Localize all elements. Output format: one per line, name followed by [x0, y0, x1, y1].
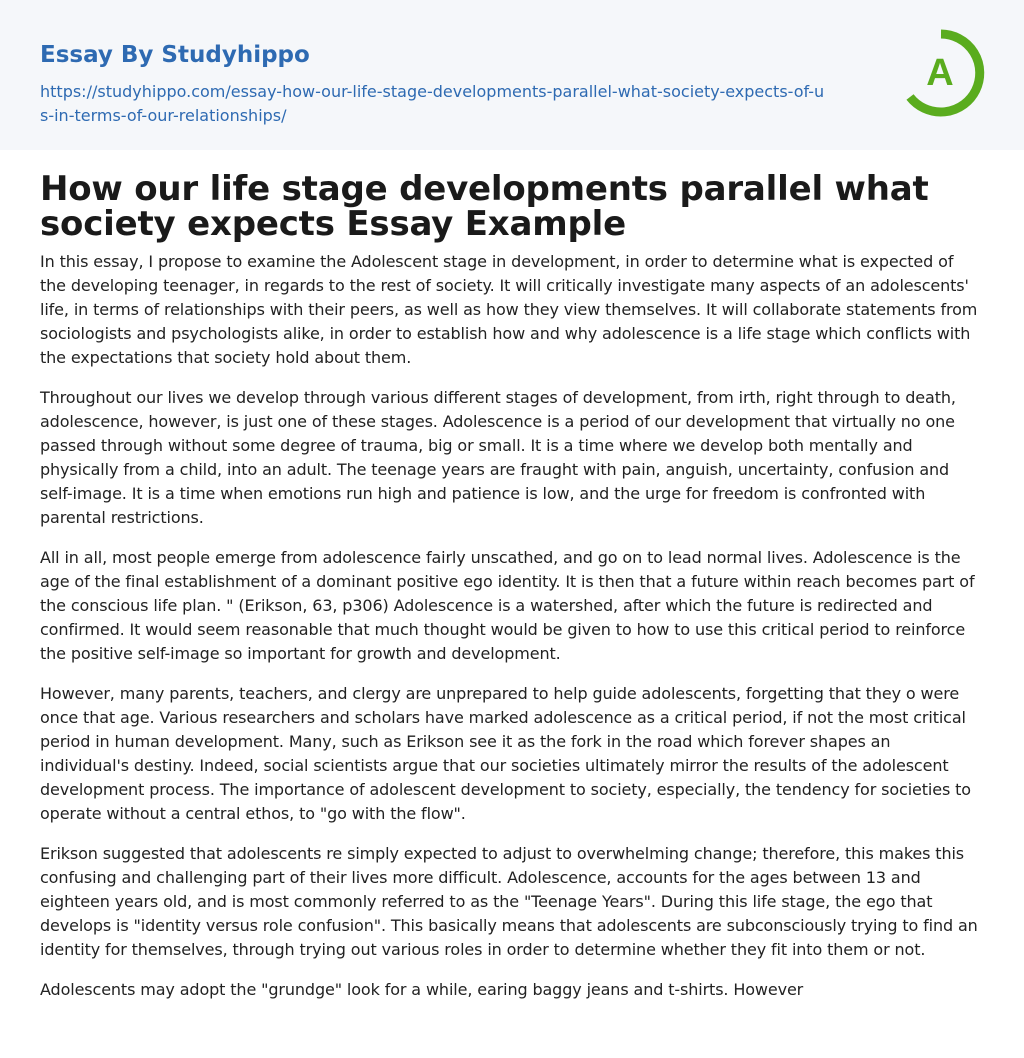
essay-paragraph: Adolescents may adopt the "grundge" look for a while, earing baggy jeans and t-shirts. However [40, 980, 804, 999]
source-url-link[interactable]: https://studyhippo.com/essay-how-our-life-stage-developments-parallel-what-society-expects-of-us-in-terms-of-our-relationships/ [40, 82, 825, 125]
article [0, 150, 1024, 1002]
studyhippo-logo-icon[interactable] [896, 28, 986, 118]
essay-title: How our life stage developments parallel what society expects Essay Example [40, 169, 929, 244]
essay-paragraph: In this essay, I propose to examine the Adolescent stage in development, in order to determine what is expected of the developing teenager, in regards to the rest of society. It will critically investigate many aspects of an adolescents' life, in terms of relationships with their peers, as well as how they view themselves. It will collaborate statements from sociologists and psychologists alike, in order to establish how and why adolescence is a life stage which conflicts with the expectations that society hold about them. [40, 252, 978, 367]
essay-paragraph: However, many parents, teachers, and clergy are unprepared to help guide adolescents, forgetting that they o were once that age. Various researchers and scholars have marked adolescence as a critical period, if not the most critical period in human development. Many, such as Erikson see it as the fork in the road which forever shapes an individual's destiny. Indeed, social scientists argue that our societies ultimately mirror the results of the adolescent development process. The importance of adolescent development to society, especially, the tendency for societies to operate without a central ethos, to "go with the flow". [40, 684, 971, 823]
essay-paragraph: Erikson suggested that adolescents re simply expected to adjust to overwhelming change; therefore, this makes this confusing and challenging part of their lives more difficult. Adolescence, accounts for the ages between 13 and eighteen years old, and is most commonly referred to as the "Teenage Years". During this life stage, the ego that develops is "identity versus role confusion". This basically means that adolescents are subconsciously trying to find an identity for themselves, through trying out various roles in order to determine whether they fit into them or not. [40, 844, 978, 959]
site-header [0, 0, 1024, 150]
essay-paragraph: Throughout our lives we develop through various different stages of development, from irth, right through to death, adolescence, however, is just one of these stages. Adolescence is a period of our development that virtually no one passed through without some degree of trauma, big or small. It is a time where we develop both mentally and physically from a child, into an adult. The teenage years are fraught with pain, anguish, uncertainty, confusion and self-image. It is a time when emotions run high and patience is low, and the urge for freedom is confronted with parental restrictions. [40, 388, 956, 527]
essay-paragraph: All in all, most people emerge from adolescence fairly unscathed, and go on to lead normal lives. Adolescence is the age of the final establishment of a dominant positive ego identity. It is then that a future within reach becomes part of the conscious life plan. " (Erikson, 63, p306) Adolescence is a watershed, after which the future is redirected and confirmed. It would seem reasonable that much thought would be given to how to use this critical period to reinforce the positive self-image so important for growth and development. [40, 548, 975, 663]
brand-title[interactable]: Essay By Studyhippo [40, 42, 310, 68]
logo-letter: A [926, 52, 954, 94]
